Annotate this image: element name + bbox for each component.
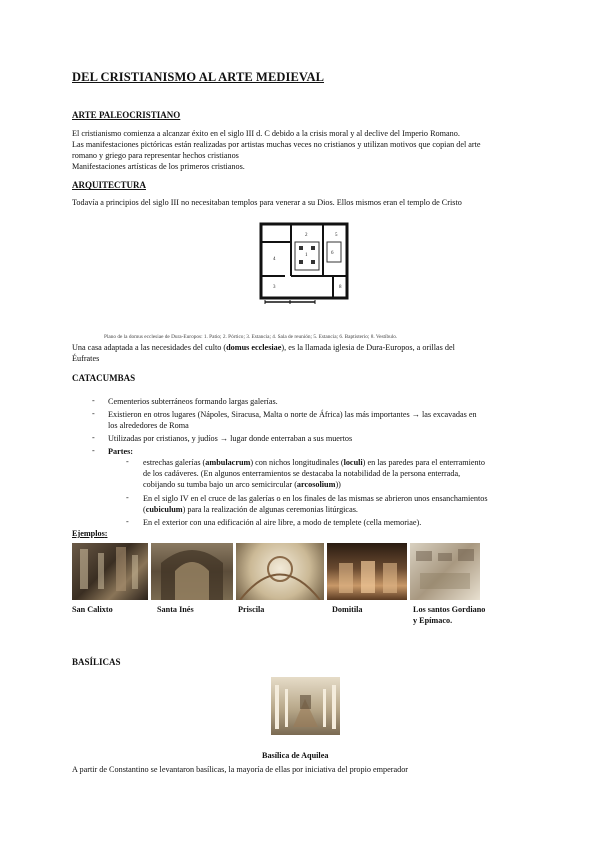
sub-bullet-dash: - [126,457,129,466]
sub-list-item-continuation: cobijando su tumba bajo un arco semicircular (arcosolium)) [143,480,341,489]
example-caption: Priscila [238,605,265,614]
priscila-photo [236,543,324,600]
domitila-photo [327,543,407,600]
sub-list-item: estrechas galerías (ambulacrum) con nichos longitudinales (loculi) en las paredes para el enterramiento [143,458,485,467]
ejemplos-label: Ejemplos: [72,529,108,538]
svg-text:1: 1 [305,253,308,258]
list-item: Existieron en otros lugares (Nápoles, Siracusa, Malta o norte de África) las más importantes → las excavadas en [108,410,477,419]
svg-text:4: 4 [273,257,276,262]
dura-europos-floor-plan [255,216,355,308]
example-caption: Los santos Gordiano [413,605,486,614]
image-caption: Basílica de Aquilea [262,751,329,760]
bullet-dash: - [92,396,95,405]
bullet-dash: - [92,446,95,455]
basilica-aquilea-photo [271,677,340,735]
example-caption: Domitila [332,605,363,614]
paragraph-line: El cristianismo comienza a alcanzar éxito en el siglo III d. C debido a la crisis moral y al declive del Imperio Romano. [72,129,460,138]
gordiano-epimaco-photo [410,543,480,600]
bullet-dash: - [92,433,95,442]
svg-text:2: 2 [305,233,308,238]
sub-list-item: En el siglo IV en el cruce de las galerías o en los finales de las mismas se abrieron unos ensanchamientos [143,494,488,503]
section-heading-basilicas: BASÍLICAS [72,657,121,667]
santa-ines-photo [151,543,233,600]
paragraph-line: Una casa adaptada a las necesidades del culto (domus ecclesiae), es la llamada iglesia de Dura-Europos, a orillas del [72,343,455,352]
svg-text:6: 6 [331,251,334,256]
paragraph-line: Las manifestaciones pictóricas están realizadas por artistas muchas veces no cristianos y utilizan motivos que copian del arte [72,140,481,149]
list-item-partes: Partes: [108,447,134,456]
paragraph-line: romano y griego para representar hechos cristianos [72,151,239,160]
svg-text:8: 8 [339,285,342,290]
paragraph-line: Manifestaciones artísticas de los primeros cristianos. [72,162,245,171]
sub-bullet-dash: - [126,517,129,526]
svg-text:5: 5 [335,233,338,238]
section-heading-catacumbas: CATACUMBAS [72,373,136,383]
section-heading-arquitectura: ARQUITECTURA [72,180,147,190]
sub-list-item-continuation: de los cadáveres. (En algunos enterramientos se destacaba la notabilidad de la persona enterrada, [143,469,461,478]
section-heading-arte-paleocristiano: ARTE PALEOCRISTIANO [72,110,181,120]
svg-text:3: 3 [273,285,276,290]
san-calixto-photo [72,543,148,600]
paragraph-line: Éufrates [72,354,100,363]
page-title: DEL CRISTIANISMO AL ARTE MEDIEVAL [72,70,325,84]
figure-caption: Plano de la domus ecclesiae de Dura-Europos: 1. Patio; 2. Pórtico; 3. Estancia; 4. Sala de reunión; 5. Estancia; 6. Baptisterio; 8. Vestíbulo. [104,334,398,340]
example-caption: San Calixto [72,605,113,614]
list-item-continuation: los alrededores de Roma [108,421,189,430]
bullet-dash: - [92,409,95,418]
paragraph-line: A partir de Constantino se levantaron basílicas, la mayoría de ellas por iniciativa del propio emperador [72,765,409,774]
example-caption: Santa Inés [157,605,194,614]
example-caption-continuation: y Epímaco. [413,616,453,625]
list-item: Cementerios subterráneos formando largas galerías. [108,397,278,406]
sub-bullet-dash: - [126,493,129,502]
sub-list-item: En el exterior con una edificación al aire libre, a modo de templete (cella memoriae). [143,518,422,527]
list-item: Utilizadas por cristianos, y judíos → lugar donde enterraban a sus muertos [108,434,353,443]
paragraph-line: Todavía a principios del siglo III no necesitaban templos para venerar a su Dios. Ellos mismos eran el templo de Cristo [72,198,462,207]
sub-list-item-continuation: (cubiculum) para la realización de algunas ceremonias litúrgicas. [143,505,358,514]
